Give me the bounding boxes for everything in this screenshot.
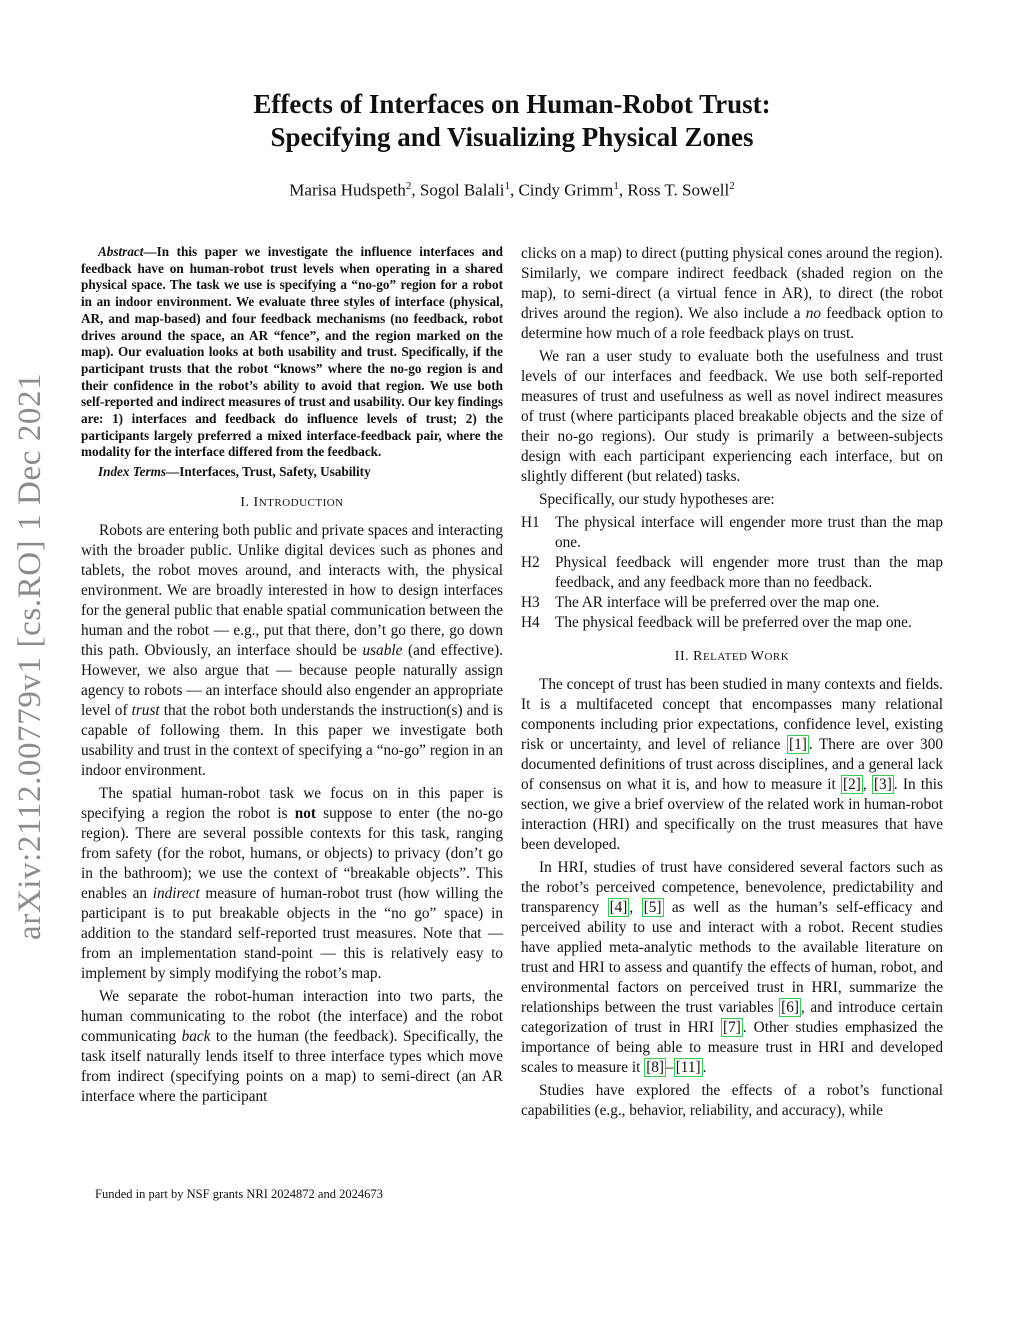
intro-paragraph-4: We ran a user study to evaluate both the usefulness and trust levels of our interfaces and feedback. We use both self-reported measures of trust and usefulness as well as novel indirect measures of trust (where participants placed breakable objects and the size of their no-go regions). Our study is primarily a between-subjects design with each participant experiencing each interface, but on slightly different (but related) tasks.: [521, 348, 943, 485]
arxiv-identifier-stamp: arXiv:2112.00779v1 [cs.RO] 1 Dec 2021: [12, 372, 48, 940]
author-name: Cindy Grimm: [518, 180, 614, 200]
abstract: [81, 244, 503, 481]
author-affiliation: 2: [729, 180, 735, 192]
section-heading-related-work: [521, 647, 943, 667]
citation-link[interactable]: [7]: [722, 1019, 741, 1036]
section-number: I.: [240, 494, 250, 510]
author-affiliation: 1: [504, 180, 510, 192]
section-title-rest-2: ORK: [764, 651, 790, 663]
right-column: [521, 244, 943, 1121]
index-terms-label: Index Terms: [98, 464, 167, 480]
intro-paragraph-1: Robots are entering both public and private spaces and interacting with the broader public. Unlike digital devices such as phones and tablets, the robot moves around, and interacts with, the physical environment. We are broadly interested in how to design interfaces for the general public that enable spatial communication between the human and the robot — e.g., put that there, don’t go there, go down this path. Obviously, an interface should be usable (and effective). However, we also argue that — because people naturally assign agency to robots — an interface should also engender an appropriate level of trust that the robot both understands the instruction(s) and is capable of following them. In this paper we investigate both usability and trust in the context of specifying a “no-go” region in an indoor environment.: [81, 521, 503, 779]
intro-paragraph-5: Specifically, our study hypotheses are:: [539, 491, 775, 508]
section-number: II.: [674, 649, 690, 664]
funding-footnote: Funded in part by NSF grants NRI 2024872 and 2024673: [95, 1187, 383, 1201]
title-line-1: Effects of Interfaces on Human-Robot Trust:: [253, 89, 771, 119]
citation-link[interactable]: [2]: [843, 776, 861, 793]
section-title-initial: I: [253, 494, 259, 510]
section-heading-introduction: [81, 493, 503, 513]
list-item: H3 The AR interface will be preferred over the map one.: [521, 594, 880, 611]
abstract-text: —In this paper we investigate the influence interfaces and feedback have on human-robot trust levels when operating in a shared physical space. The task we use is specifying a “no-go” region for a robot in an indoor environment. We evaluate three styles of interface (physical, AR, and map-based) and four feedback mechanisms (no feedback, robot drives around the space, an AR “fence”, and the region marked on the map). Our evaluation looks at both usability and trust. Specifically, if the participant trusts that the robot “knows” where the no-go region is and their confidence in the robot’s ability to avoid that region. We use both self-reported and indirect measures of trust and usability. Our key findings are: 1) interfaces and feedback do influence levels of trust; 2) the participants largely preferred a mixed interface-feedback pair, where the modality for the interface differed from the feedback.: [81, 244, 503, 460]
section-title-initial-2: W: [750, 649, 765, 664]
citation-link[interactable]: [5]: [643, 899, 662, 916]
index-terms-text: —Interfaces, Trust, Safety, Usability: [166, 464, 371, 480]
section-title-rest: NTRODUCTION: [258, 496, 344, 509]
author-name: Sogol Balali: [419, 180, 505, 200]
abstract-label: Abstract: [98, 244, 144, 259]
list-item: H4 The physical feedback will be preferred over the map one.: [521, 614, 912, 631]
left-column: [81, 244, 503, 1107]
author-list: Marisa Hudspeth$^2$, Sogol Balali$^1$, Cindy Grimm$^1$, Ross T. Sowell$^2$: [289, 180, 735, 200]
citation-link[interactable]: [11]: [675, 1059, 701, 1076]
author-name: Marisa Hudspeth: [289, 180, 406, 200]
intro-paragraph-3: We separate the robot-human interaction into two parts, the human communicating to the robot (the interface) and the robot communicating back to the human (the feedback). Specifically, the task itself naturally lends itself to three interface types which move from indirect (specifying points on a map) to semi-direct (an AR interface where the participant: [81, 987, 504, 1105]
citation-link[interactable]: [4]: [609, 899, 628, 916]
hypotheses-list: [521, 513, 943, 633]
citation-link[interactable]: [1]: [789, 736, 807, 753]
related-work-paragraph-2: In HRI, studies of trust have considered several factors such as the robot’s perceived competence, benevolence, predictability and transparency [4] , [5] as well as the human’s self-efficacy and perceived ability to use and interact with a robot. Recent studies have applied meta-analytic methods to the available literature on trust and HRI to assess and quantify the effects of human, robot, and environmental factors on perceived trust in HRI, summarize the relationships between the trust variables [6] , and introduce certain categorization of trust in HRI [7] . Other studies emphasized the importance of being able to measure trust in HRI and developed scales to measure it [8] – [11] .: [521, 859, 943, 1076]
section-title-initial: R: [693, 649, 703, 664]
citation-link[interactable]: [6]: [781, 999, 799, 1016]
intro-paragraph-3-continued: clicks on a map) to direct (putting physical cones around the region). Similarly, we compare indirect feedback (shaded region on the map), to semi-direct (a virtual fence in AR), to direct (the robot drives around the region). We also include a no feedback option to determine how much of a role feedback plays on trust.: [521, 245, 943, 342]
section-title-rest: ELATED: [702, 651, 751, 663]
paper-title: [0, 88, 1024, 154]
list-item: H1 The physical interface will engender more trust than the map one.: [521, 514, 943, 551]
author-name: Ross T. Sowell: [627, 180, 730, 200]
related-work-paragraph-3: Studies have explored the effects of a robot’s functional capabilities (e.g., behavior, reliability, and accuracy), while: [521, 1082, 943, 1119]
intro-paragraph-2: The spatial human-robot task we focus on in this paper is specifying a region the robot is not suppose to enter (the no-go region). There are several possible contexts for this task, ranging from safety (for the robot, humans, or objects) to privacy (don’t go in the bathroom); we use the context of “breakable objects”. This enables an indirect measure of human-robot trust (how willing the participant is to put breakable objects in the “no go” space) in addition to the standard self-reported trust measures. Note that — from an implementation stand-point — this is relatively easy to implement by simply modifying the robot’s map.: [81, 784, 503, 982]
author-affiliation: 1: [613, 180, 619, 192]
citation-link[interactable]: [3]: [873, 776, 892, 793]
citation-link[interactable]: [8]: [646, 1059, 665, 1076]
related-work-paragraph-1: The concept of trust has been studied in many contexts and fields. It is a multifaceted concept that encompasses many relational components including prior expectations, confidence level, existing risk or uncertainty, and level of reliance [1] . There are over 300 documented definitions of trust across disciplines, and a general lack of consensus on what it is, and how to measure it [2] , [3] . In this section, we give a brief overview of the related work in human-robot interaction (HRI) and specifically on the trust measures that have been developed.: [521, 676, 943, 853]
author-affiliation: 2: [405, 180, 412, 192]
title-line-2: Specifying and Visualizing Physical Zones: [270, 122, 754, 152]
list-item: H2 Physical feedback will engender more trust than the map feedback, and any feedback more than no feedback.: [521, 554, 943, 591]
